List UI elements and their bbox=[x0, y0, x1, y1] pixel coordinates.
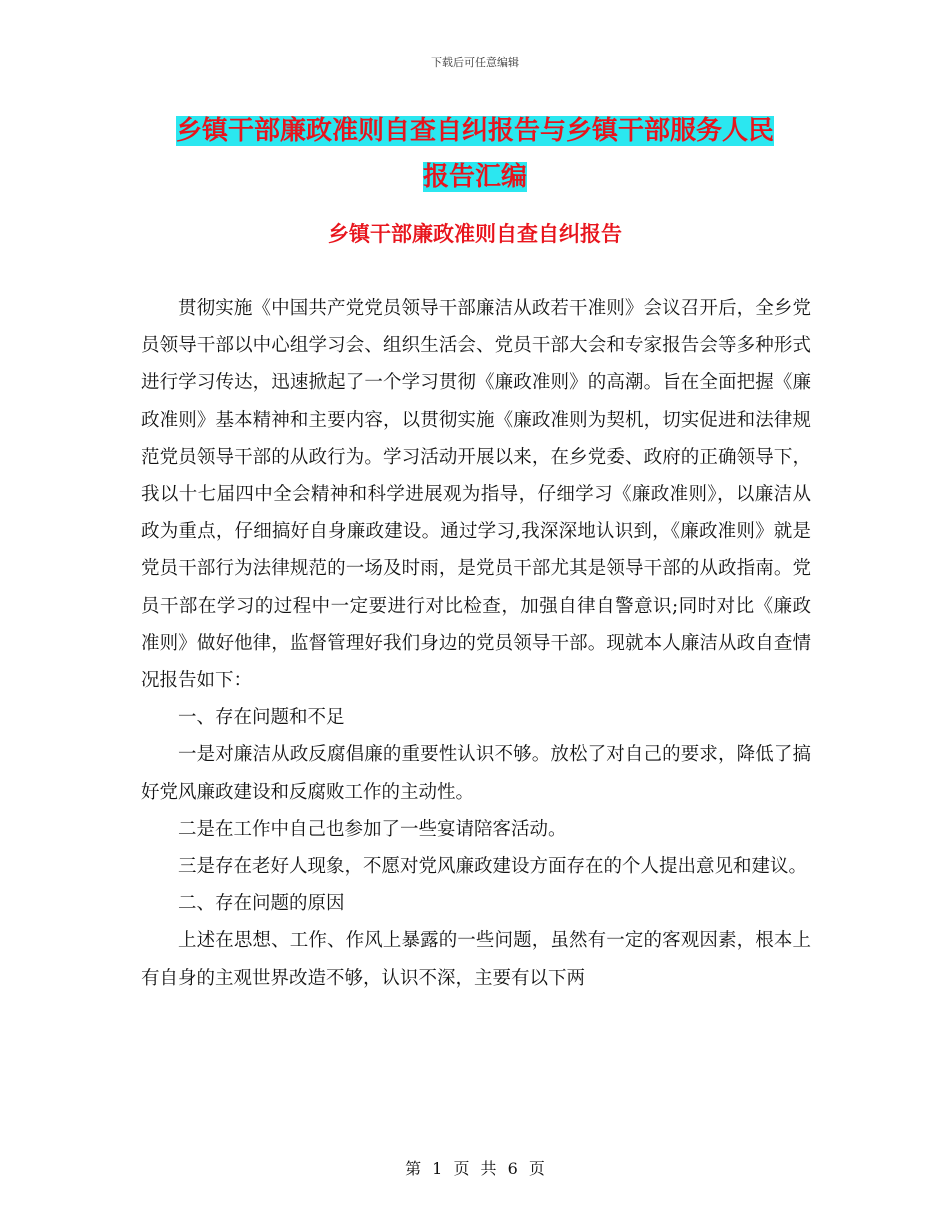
header-note: 下载后可任意编辑 bbox=[431, 56, 519, 69]
heading-causes: 二、存在问题的原因 bbox=[178, 893, 345, 915]
paragraph-problem-3: 三是存在老好人现象，不愿对党风廉政建设方面存在的个人提出意见和建议。 bbox=[178, 856, 808, 878]
section-title: 乡镇干部廉政准则自查自纠报告 bbox=[328, 222, 622, 246]
page-number: 第 1 页 共 6 页 bbox=[405, 1159, 545, 1178]
document-title bbox=[140, 108, 810, 200]
paragraph-problem-2: 二是在工作中自己也参加了一些宴请陪客活动。 bbox=[178, 818, 567, 840]
document-title-line1: 乡镇干部廉政准则自查自纠报告与乡镇干部服务人民 bbox=[175, 116, 774, 146]
paragraph-causes: 上述在思想、工作、作风上暴露的一些问题，虽然有一定的客观因素，根本上有自身的主观世界改造不够，认识不深，主要有以下两 bbox=[141, 930, 811, 989]
document-body bbox=[141, 290, 811, 997]
paragraph-problem-1: 一是对廉洁从政反腐倡廉的重要性认识不够。放松了对自己的要求，降低了搞好党风廉政建设和反腐败工作的主动性。 bbox=[141, 744, 811, 803]
paragraph-intro: 贯彻实施《中国共产党党员领导干部廉洁从政若干准则》会议召开后，全乡党员领导干部以中心组学习会、组织生活会、党员干部大会和专家报告会等多种形式进行学习传达，迅速掀起了一个学习贯彻《廉政准则》的高潮。旨在全面把握《廉政准则》基本精神和主要内容，以贯彻实施《廉政准则为契机，切实促进和法律规范党员领导干部的从政行为。学习活动开展以来，在乡党委、政府的正确领导下，我以十七届四中全会精神和科学进展观为指导，仔细学习《廉政准则》，以廉洁从政为重点，仔细搞好自身廉政建设。通过学习,我深深地认识到，《廉政准则》就是党员干部行为法律规范的一场及时雨，是党员干部尤其是领导干部的从政指南。党员干部在学习的过程中一定要进行对比检查，加强自律自警意识;同时对比《廉政准则》做好他律，监督管理好我们身边的党员领导干部。现就本人廉洁从政自查情况报告如下： bbox=[141, 298, 811, 692]
heading-problems: 一、存在问题和不足 bbox=[178, 707, 345, 729]
document-title-line2: 报告汇编 bbox=[422, 162, 527, 192]
